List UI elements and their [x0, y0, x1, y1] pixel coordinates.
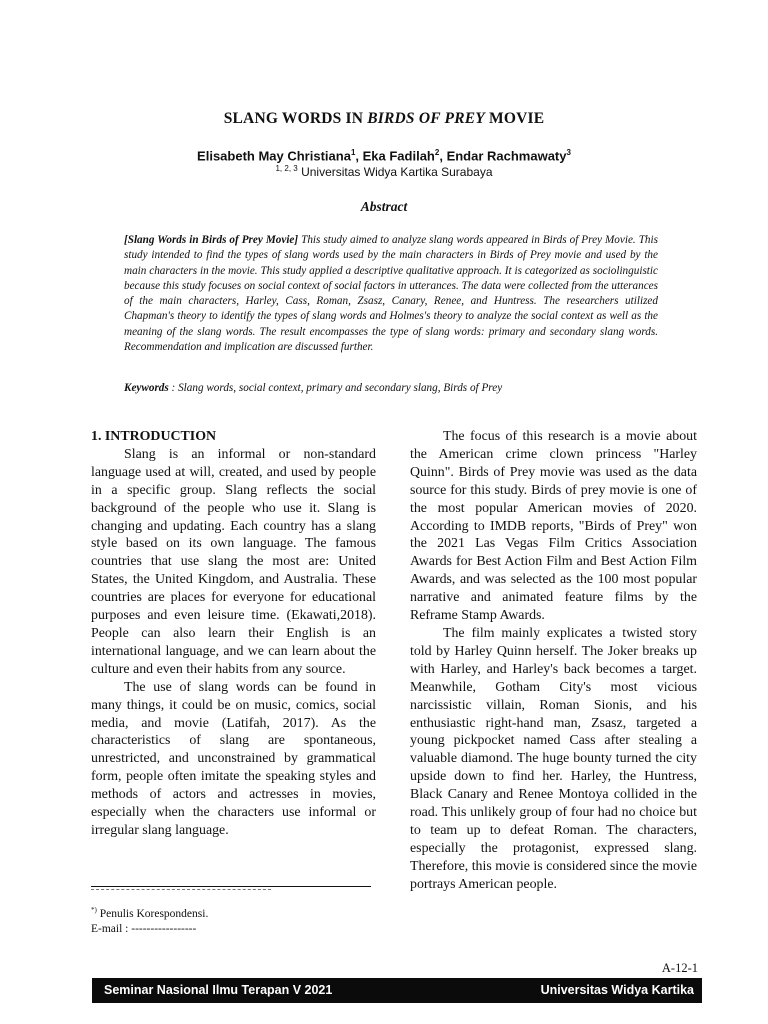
affiliation-text: Universitas Widya Kartika Surabaya — [301, 165, 493, 179]
keywords-label: Keywords — [124, 382, 169, 394]
footer-bar — [92, 978, 702, 1003]
footnote — [91, 903, 376, 938]
footnote-mark: *) — [91, 906, 97, 914]
authors: Elisabeth May Christiana$^1$, Eka Fadilah$^2$, Endar Rachmawaty$^3$ — [197, 148, 571, 164]
right-column — [410, 428, 697, 894]
footnote-line: Penulis Korespondensi. — [96, 907, 209, 920]
author-3: Endar Rachmawaty — [446, 148, 567, 164]
paper-title — [0, 110, 768, 128]
abstract-lead: [Slang Words in Birds of Prey Movie] — [124, 234, 299, 246]
keywords — [124, 382, 658, 394]
author-1-sup: 1 — [350, 148, 356, 157]
author-1: Elisabeth May Christiana — [197, 148, 351, 164]
author-3-sup: 3 — [566, 148, 571, 157]
left-column — [91, 428, 376, 840]
footnote-divider — [91, 886, 371, 887]
abstract-body — [124, 233, 658, 355]
title-text: SLANG WORDS IN — [223, 110, 368, 127]
title-italic: BIRDS OF PREY — [367, 110, 485, 127]
footnote-email: E-mail : ----------------- — [91, 923, 197, 936]
paragraph: The film mainly explicates a twisted story told by Harley Quinn herself. The Joker breaks up with Harley, and Harley's back becomes a target. Meanwhile, Gotham City's most vicious narcissistic villain, Roman Sionis, and his enthusiastic right-hand man, Zsasz, targeted a young pickpocket named Cass after stealing a valuable diamond. The huge bounty turned the city upside down to find her. Harley, the Huntress, Black Canary and Renee Montoya collided in the road. This unlikely group of four had no choice but to team up to defeat Roman. The characters, especially the protagonist, expressed slang. Therefore, this movie is considered since the movie portrays American people. — [410, 625, 697, 892]
footer-right: Universitas Widya Kartika — [540, 983, 694, 997]
section-heading: 1. INTRODUCTION — [91, 429, 217, 444]
paragraph: The focus of this research is a movie about the American crime clown princess "Harley Quinn". Birds of Prey movie was used as the data source for this study. Birds of prey movie is one of the most popular American movies of 2020. According to IMDB reports, "Birds of Prey" won the 2021 Las Vegas Film Critics Association Awards for Best Action Film and Best Action Film Awards, and was selected as the 100 most popular narrative and animated feature films by the Reframe Stamp Awards. — [410, 429, 697, 624]
affiliation — [0, 164, 768, 179]
page-number: A-12-1 — [661, 961, 698, 975]
abstract-text: This study aimed to analyze slang words appeared in Birds of Prey Movie. This study intended to find the types of slang words used by the main characters in Birds of Prey movie and used by the main characters in the movie. This study applied a descriptive qualitative approach. It is categorized as sociolinguistic because this study focuses on social context of social factors in utterances. The data were collected from the utterances of the main characters, Harley, Cass, Roman, Zsasz, Canary, Renee, and Huntress. The researchers utilized Chapman's theory to identify the types of slang words and Holmes's theory to analyze the social context as well as the meaning of the slang words. The result encompasses the type of slang words: primary and secondary slang words. Recommendation and implication are discussed further. — [124, 234, 658, 354]
footnote-dashed-divider — [91, 889, 271, 890]
author-2: Eka Fadilah — [362, 148, 435, 164]
title-text-end: MOVIE — [484, 110, 545, 127]
author-2-sup: 2 — [434, 148, 440, 157]
paragraph: Slang is an informal or non-standard language used at will, created, and used by people in a specific group. Slang reflects the social background of the people who use it. Slang is changing and updating. Each country has a slang style based on its own language. The famous countries that use slang the most are: United States, the United Kingdom, and Australia. These countries are places for everyone for educational purposes and even leisure time. (Ekawati,2018). People can also learn their English is an international language, and we can learn about the culture and even their habits from any source. — [91, 446, 376, 677]
paragraph: The use of slang words can be found in many things, it could be on music, comics, social media, and movie (Latifah, 2017). As the characteristics of slang are spontaneous, unrestricted, and unconstrained by grammatical form, people often imitate the speaking styles and methods of actors and actresses in movies, especially when the characters use informal or irregular slang language. — [91, 679, 376, 838]
affiliation-sup: 1, 2, 3 — [275, 164, 298, 173]
footer-left: Seminar Nasional Ilmu Terapan V 2021 — [104, 983, 333, 997]
abstract-heading: Abstract — [360, 199, 408, 214]
keywords-text: : Slang words, social context, primary and secondary slang, Birds of Prey — [168, 382, 503, 394]
